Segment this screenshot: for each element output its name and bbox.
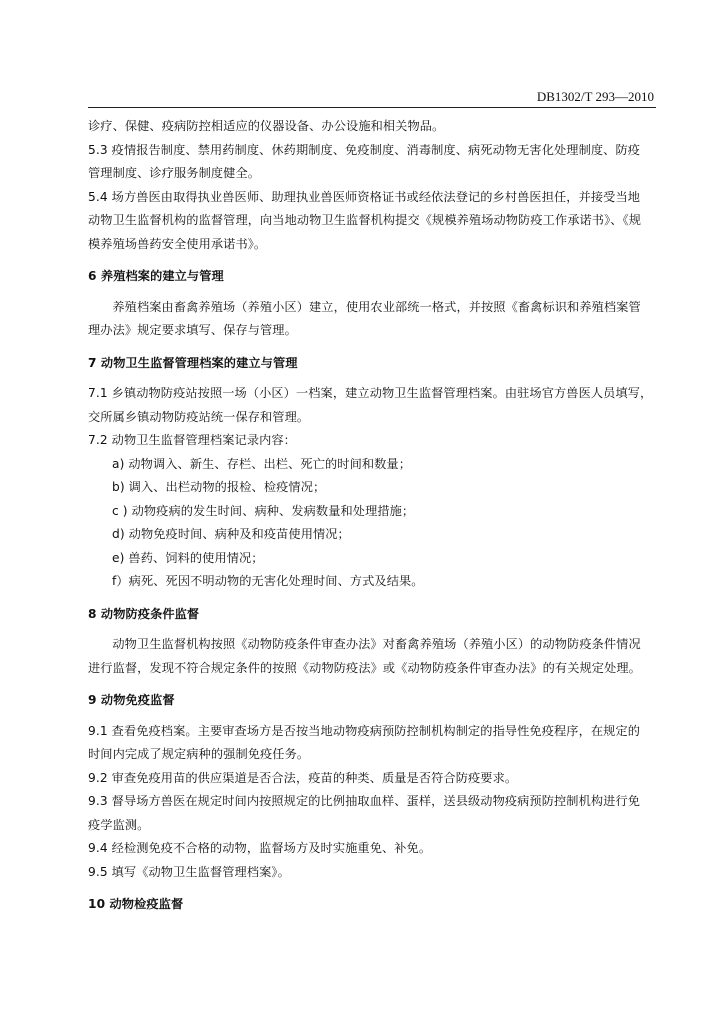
paragraph-line: 9.1 查看免疫档案。主要审查场方是否按当地动物疫病预防控制机构制定的指导性免疫程序，在规定的	[88, 723, 641, 738]
section-heading-9: 9 动物免疫监督	[88, 693, 175, 707]
paragraph-line: 7.2 动物卫生监督管理档案记录内容：	[88, 433, 296, 447]
paragraph-line: 管理制度、诊疗服务制度健全。	[88, 166, 261, 180]
list-item: d) 动物免疫时间、病种及和疫苗使用情况；	[112, 527, 350, 541]
paragraph-line: 时间内完成了规定病种的强制免疫任务。	[88, 747, 310, 761]
paragraph-line: 5.4 场方兽医由取得执业兽医师、助理执业兽医师资格证书或经依法登记的乡村兽医担任，并接受当地	[88, 189, 641, 204]
section-heading-7: 7 动物卫生监督管理档案的建立与管理	[88, 355, 298, 370]
document-body	[88, 115, 663, 924]
list-item: b) 调入、出栏动物的报检、检疫情况；	[112, 480, 326, 494]
paragraph-line: 诊疗、保健、疫病防控相适应的仪器设备、办公设施和相关物品。	[88, 119, 445, 133]
list-item: a) 动物调入、新生、存栏、出栏、死亡的时间和数量；	[112, 456, 412, 471]
list-item: f）病死、死因不明动物的无害化处理时间、方式及结果。	[112, 574, 424, 588]
paragraph-line: 交所属乡镇动物防疫站统一保存和管理。	[88, 409, 310, 424]
list-item: e) 兽药、饲料的使用情况；	[112, 550, 264, 565]
paragraph-line: 疫学监测。	[88, 817, 150, 832]
paragraph-line: 9.4 经检测免疫不合格的动物，监督场方及时实施重免、补免。	[88, 841, 432, 855]
paragraph-line: 9.3 督导场方兽医在规定时间内按照规定的比例抽取血样、蛋样，送县级动物疫病预防控制机构进行免	[88, 794, 641, 808]
paragraph-line: 9.5 填写《动物卫生监督管理档案》。	[88, 864, 290, 879]
section-heading-6: 6 养殖档案的建立与管理	[88, 269, 224, 283]
paragraph-line: 动物卫生监督机构按照《动物防疫条件审查办法》对畜禽养殖场（养殖小区）的动物防疫条件情况	[112, 637, 641, 651]
paragraph-line: 养殖档案由畜禽养殖场（养殖小区）建立，使用农业部统一格式，并按照《畜禽标识和养殖档案管	[112, 299, 641, 314]
paragraph-line: 模养殖场兽药安全使用承诺书》。	[88, 236, 267, 251]
paragraph-line: 7.1 乡镇动物防疫站按照一场（小区）一档案，建立动物卫生监督管理档案。由驻场官方兽医人员填写，	[88, 386, 653, 400]
section-heading-8: 8 动物防疫条件监督	[88, 606, 200, 621]
document-code: DB1302/T 293—2010	[536, 89, 654, 104]
header-rule	[88, 107, 656, 108]
paragraph-line: 动物卫生监督机构的监督管理，向当地动物卫生监督机构提交《规模养殖场动物防疫工作承诺书》、《规	[88, 213, 642, 227]
paragraph-line: 进行监督，发现不符合规定条件的按照《动物防疫法》或《动物防疫条件审查办法》的有关规定处理。	[88, 660, 641, 675]
section-heading-10: 10 动物检疫监督	[88, 897, 184, 911]
paragraph-line: 理办法》规定要求填写、保存与管理。	[88, 323, 297, 337]
paragraph-line: 9.2 审查免疫用苗的供应渠道是否合法，疫苗的种类、质量是否符合防疫要求。	[88, 770, 518, 785]
list-item: c ) 动物疫病的发生时间、病种、发病数量和处理措施；	[112, 503, 415, 518]
paragraph-line: 5.3 疫情报告制度、禁用药制度、休药期制度、免疫制度、消毒制度、病死动物无害化处理制度、防疫	[88, 142, 641, 157]
